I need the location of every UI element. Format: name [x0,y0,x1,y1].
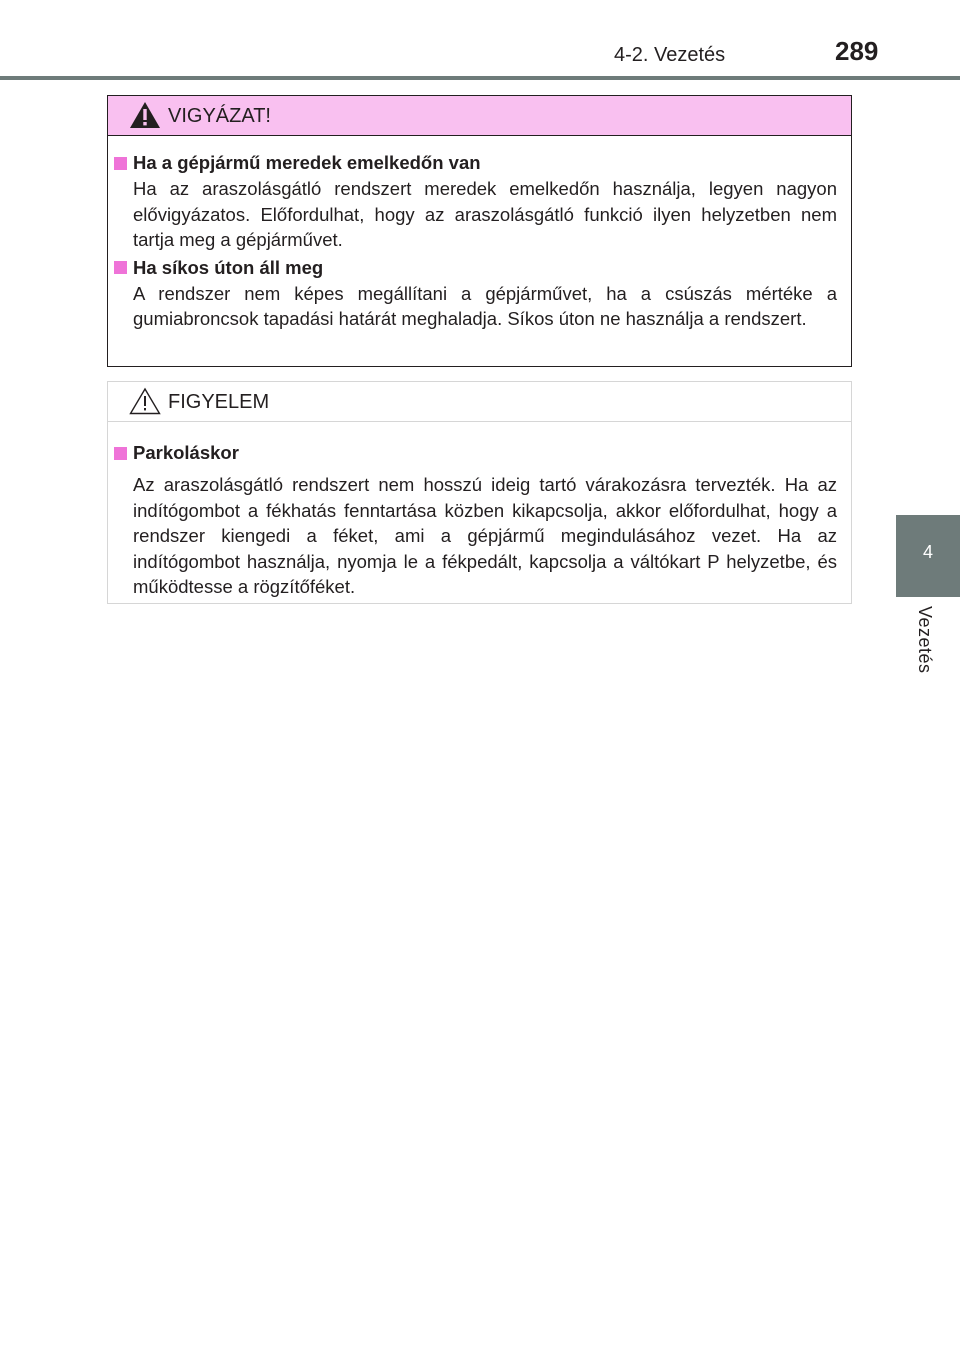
section-title: 4-2. Vezetés [614,44,726,66]
warning-box-title: VIGYÁZAT! [168,105,271,127]
square-bullet-icon [114,157,127,170]
list-item [114,440,837,600]
warning-box [107,95,852,367]
header-rule [0,76,960,80]
caution-triangle-icon [129,387,161,415]
chapter-number: 4 [922,542,933,562]
square-bullet-icon [114,447,127,460]
notice-box-header [108,382,851,422]
notice-box-title: FIGYELEM [168,391,270,413]
item-heading-text: Parkoláskor [133,442,239,463]
item-heading-text: Ha síkos úton áll meg [133,256,324,278]
item-heading-text: Ha a gépjármű meredek emelkedőn van [133,152,481,173]
chapter-label: Vezetés [915,606,935,674]
warning-box-header [108,96,851,136]
item-text: A rendszer nem képes megállítani a gépjárművet, ha a csúszás mértéke a gumiabroncsok tapadási határát meghaladja. Síkos úton ne használja a rendszert. [133,282,837,329]
notice-box [107,381,852,604]
list-item [114,255,837,332]
square-bullet-icon [114,261,127,274]
item-text: Az araszolásgátló rendszert nem hosszú ideig tartó várakozásra tervezték. Ha az indítógombot a fékhatás fenntartása közben kikapcsolja, akkor előfordulhat, hogy a rendszer kiengedi a féket, ami a gépjármű megindulásához vezet. Ha az indítógombot használja, nyomja le a fékpedált, kapcsolja a váltókart P helyzetbe, és működtesse a rögzítőféket. [133,474,837,597]
item-heading [114,255,837,281]
notice-box-body [108,422,851,600]
item-heading [114,150,837,176]
page-number: 289 [835,36,879,66]
item-heading [114,440,837,466]
item-text: Ha az araszolásgátló rendszert meredek emelkedőn használja, legyen nagyon elővigyázatos. Előfordulhat, hogy az araszolásgátló funkció ilyen helyzetben nem tartja meg a gépjárművet. [133,178,837,250]
list-item [114,150,837,253]
warning-triangle-icon [129,101,161,129]
chapter-tab [896,515,960,597]
warning-box-body [108,136,851,332]
